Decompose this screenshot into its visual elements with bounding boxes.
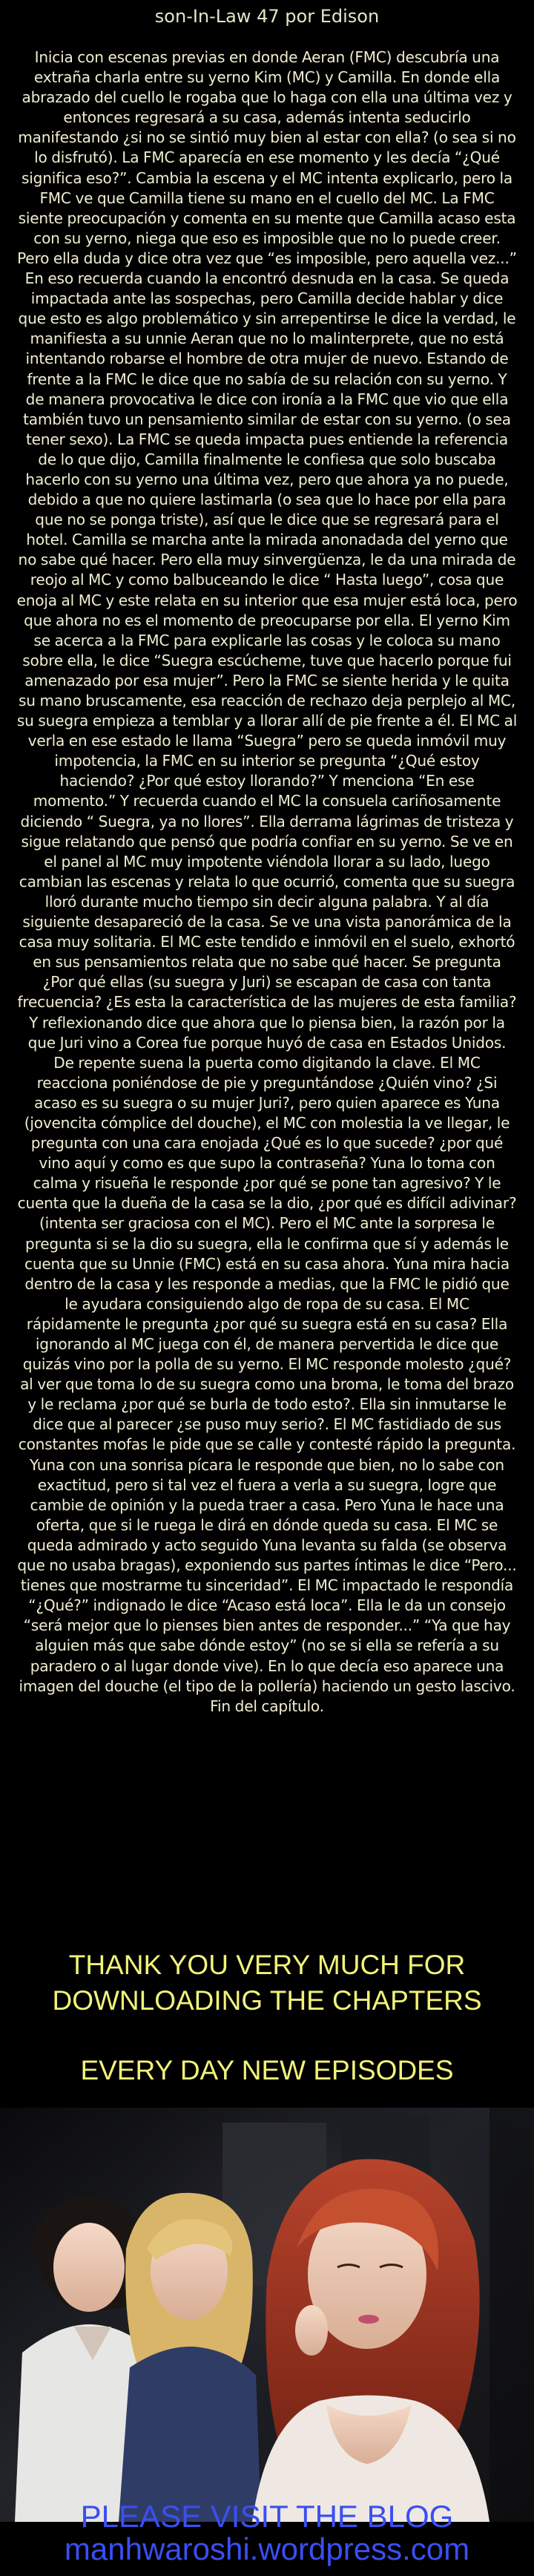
figure-blonde-woman bbox=[119, 2193, 261, 2522]
thanks-line-2: DOWNLOADING THE CHAPTERS bbox=[52, 1985, 482, 2016]
thanks-line-1: THANK YOU VERY MUCH FOR bbox=[68, 1950, 466, 1980]
visit-blog-text: PLEASE VISIT THE BLOG bbox=[80, 2499, 454, 2534]
blog-url[interactable]: manhwaroshi.wordpress.com bbox=[64, 2531, 470, 2566]
every-day-banner: EVERY DAY NEW EPISODES bbox=[80, 2055, 454, 2085]
promo-artwork bbox=[0, 2108, 534, 2522]
figure-redhead-woman bbox=[252, 2159, 490, 2522]
chapter-summary: Inicia con escenas previas en donde Aeran (FMC) descubría una extraña charla entre su yerno Kim (MC) y Camilla. En donde ella abrazado del cuello le rogaba que lo haga con ella una última vez y entonces regresará a su casa, además intenta seducirlo manifestando ¿si no se sintió muy bien al estar con ella? (o sea si no lo disfrutó). La FMC aparecía en ese momento y les decía “¿Qué significa eso?”. Cambia la escena y el MC intenta explicarlo, pero la FMC ve que Camilla tiene su mano en el cuello del MC. La FMC siente preocupación y comenta en su mente que Camilla acaso esta con su yerno, niega que eso es imposible que no lo puede creer. Pero ella duda y dice otra vez que “es imposible, pero aquella vez...” En eso recuerda cuando la encontró desnuda en la casa. Se queda impactada ante las sospechas, pero Camilla decide hablar y dice que esto es algo problemático y sin arrepentirse le dice la verdad, le manifiesta a su unnie Aeran que no lo malinterprete, que no está intentando robarse el hombre de otra mujer de nuevo. Estando de frente a la FMC le dice que no sabía de su relación con su yerno. Y de manera provocativa le dice con ironía a la FMC que vio que ella también tuvo un pensamiento similar de estar con su yerno. (o sea tener sexo). La FMC se queda impacta pues entiende la referencia de lo que dijo, Camilla finalmente le confiesa que solo buscaba hacerlo con su yerno una última vez, pero que ahora ya no puede, debido a que no quiere lastimarla (o sea que lo hace por ella para que no se ponga triste), así que le dice que se regresará para el hotel. Camilla se marcha ante la mirada anonadada del yerno que no sabe qué hacer. Pero ella muy sinvergüenza, le da una mirada de reojo al MC y como balbuceando le dice “ Hasta luego”, cosa que enoja al MC y este relata en su interior que esa mujer está loca, pero que ahora no es el momento de preocuparse por ella. El yerno Kim se acerca a la FMC para explicarle las cosas y le coloca su mano sobre ella, le dice “Suegra escúcheme, tuve que hacerlo porque fui amenazado por esa mujer”. Pero la FMC se siente herida y le quita su mano bruscamente, esa reacción de rechazo deja perplejo al MC, su suegra empieza a temblar y a llorar allí de pie frente a él. El MC al verla en ese estado le llama “Suegra” pero se queda inmóvil muy impotencia, la FMC en su interior se pregunta “¿Qué estoy haciendo? ¿Por qué estoy llorando?” Y menciona “En ese momento.” Y recuerda cuando el MC la consuela cariñosamente diciendo “ Suegra, ya no llores”. Ella derrama lágrimas de tristeza y sigue relatando que pensó que podría confiar en su yerno. Se ve en el panel al MC muy impotente viéndola llorar a su lado, luego cambian las escenas y relata lo que ocurrió, comenta que su suegra lloró durante mucho tiempo sin decir alguna palabra. Y al día siguiente desapareció de la casa. Se ve una vista panorámica de la casa muy solitaria. El MC este tendido e inmóvil en el suelo, exhortó en sus pensamientos relata que no sabe qué hacer. Se pregunta ¿Por qué ellas (su suegra y Juri) se escapan de casa con tanta frecuencia? ¿Es esta la característica de las mujeres de esta familia? Y reflexionando dice que ahora que lo piensa bien, la razón por la que Juri vino a Corea fue porque huyó de casa en Estados Unidos. De repente suena la puerta como digitando la clave. El MC reacciona poniéndose de pie y preguntándose ¿Quién vino? ¿Si acaso es su suegra o su mujer Juri?, pero quien aparece es Yuna (jovencita cómplice del douche), el MC con molestia la ve llegar, le pregunta con una cara enojada ¿Qué es lo que sucede? ¿por qué vino aquí y como es que supo la contraseña? Yuna lo toma con calma y risueña le responde ¿por qué se pone tan agresivo? Y le cuenta que la dueña de la casa se la dio, ¿por qué es difícil adivinar? (intenta ser graciosa con el MC). Pero el MC ante la sorpresa le pregunta si se la dio su suegra, ella le confirma que sí y además le cuenta que su Unnie (FMC) está en su casa ahora. Yuna mira hacia dentro de la casa y les responde a medias, que la FMC le pidió que le ayudara consiguiendo algo de ropa de su casa. El MC rápidamente le pregunta ¿por qué su suegra está en su casa? Ella ignorando al MC juega con él, de manera pervertida le dice que quizás vino por la polla de su yerno. El MC responde molesto ¿qué? al ver que toma lo de su suegra como una broma, le toma del brazo y le reclama ¿por qué se burla de todo esto?. Ella sin inmutarse le dice que al parecer ¿se puso muy serio?. El MC fastidiado de sus constantes mofas le pide que se calle y contesté rápido la pregunta. Yuna con una sonrisa pícara le responde que bien, no lo sabe con exactitud, pero si tal vez el fuera a verla a su suegra, logre que cambie de opinión y la pueda traer a casa. Pero Yuna le hace una oferta, que si le ruega le dirá en dónde queda su casa. El MC se queda admirado y acto seguido Yuna levanta su falda (se observa que no usaba bragas), exponiendo sus partes íntimas le dice “Pero... tienes que mostrarme tu sinceridad”. El MC impactado le respondía “¿Qué?” indignado le dice “Acaso está loca”. Ella le da un consejo “será mejor que lo pienses bien antes de responder...” “Ya que hay alguien más que sabe dónde estoy” (no se si ella se refería a su paradero o al lugar donde vive). En lo que decía eso aparece una imagen del douche (el tipo de la pollería) haciendo un gesto lascivo. Fin del capítulo. bbox=[16, 48, 518, 1715]
chapter-title: son-In-Law 47 por Edison bbox=[154, 6, 380, 27]
